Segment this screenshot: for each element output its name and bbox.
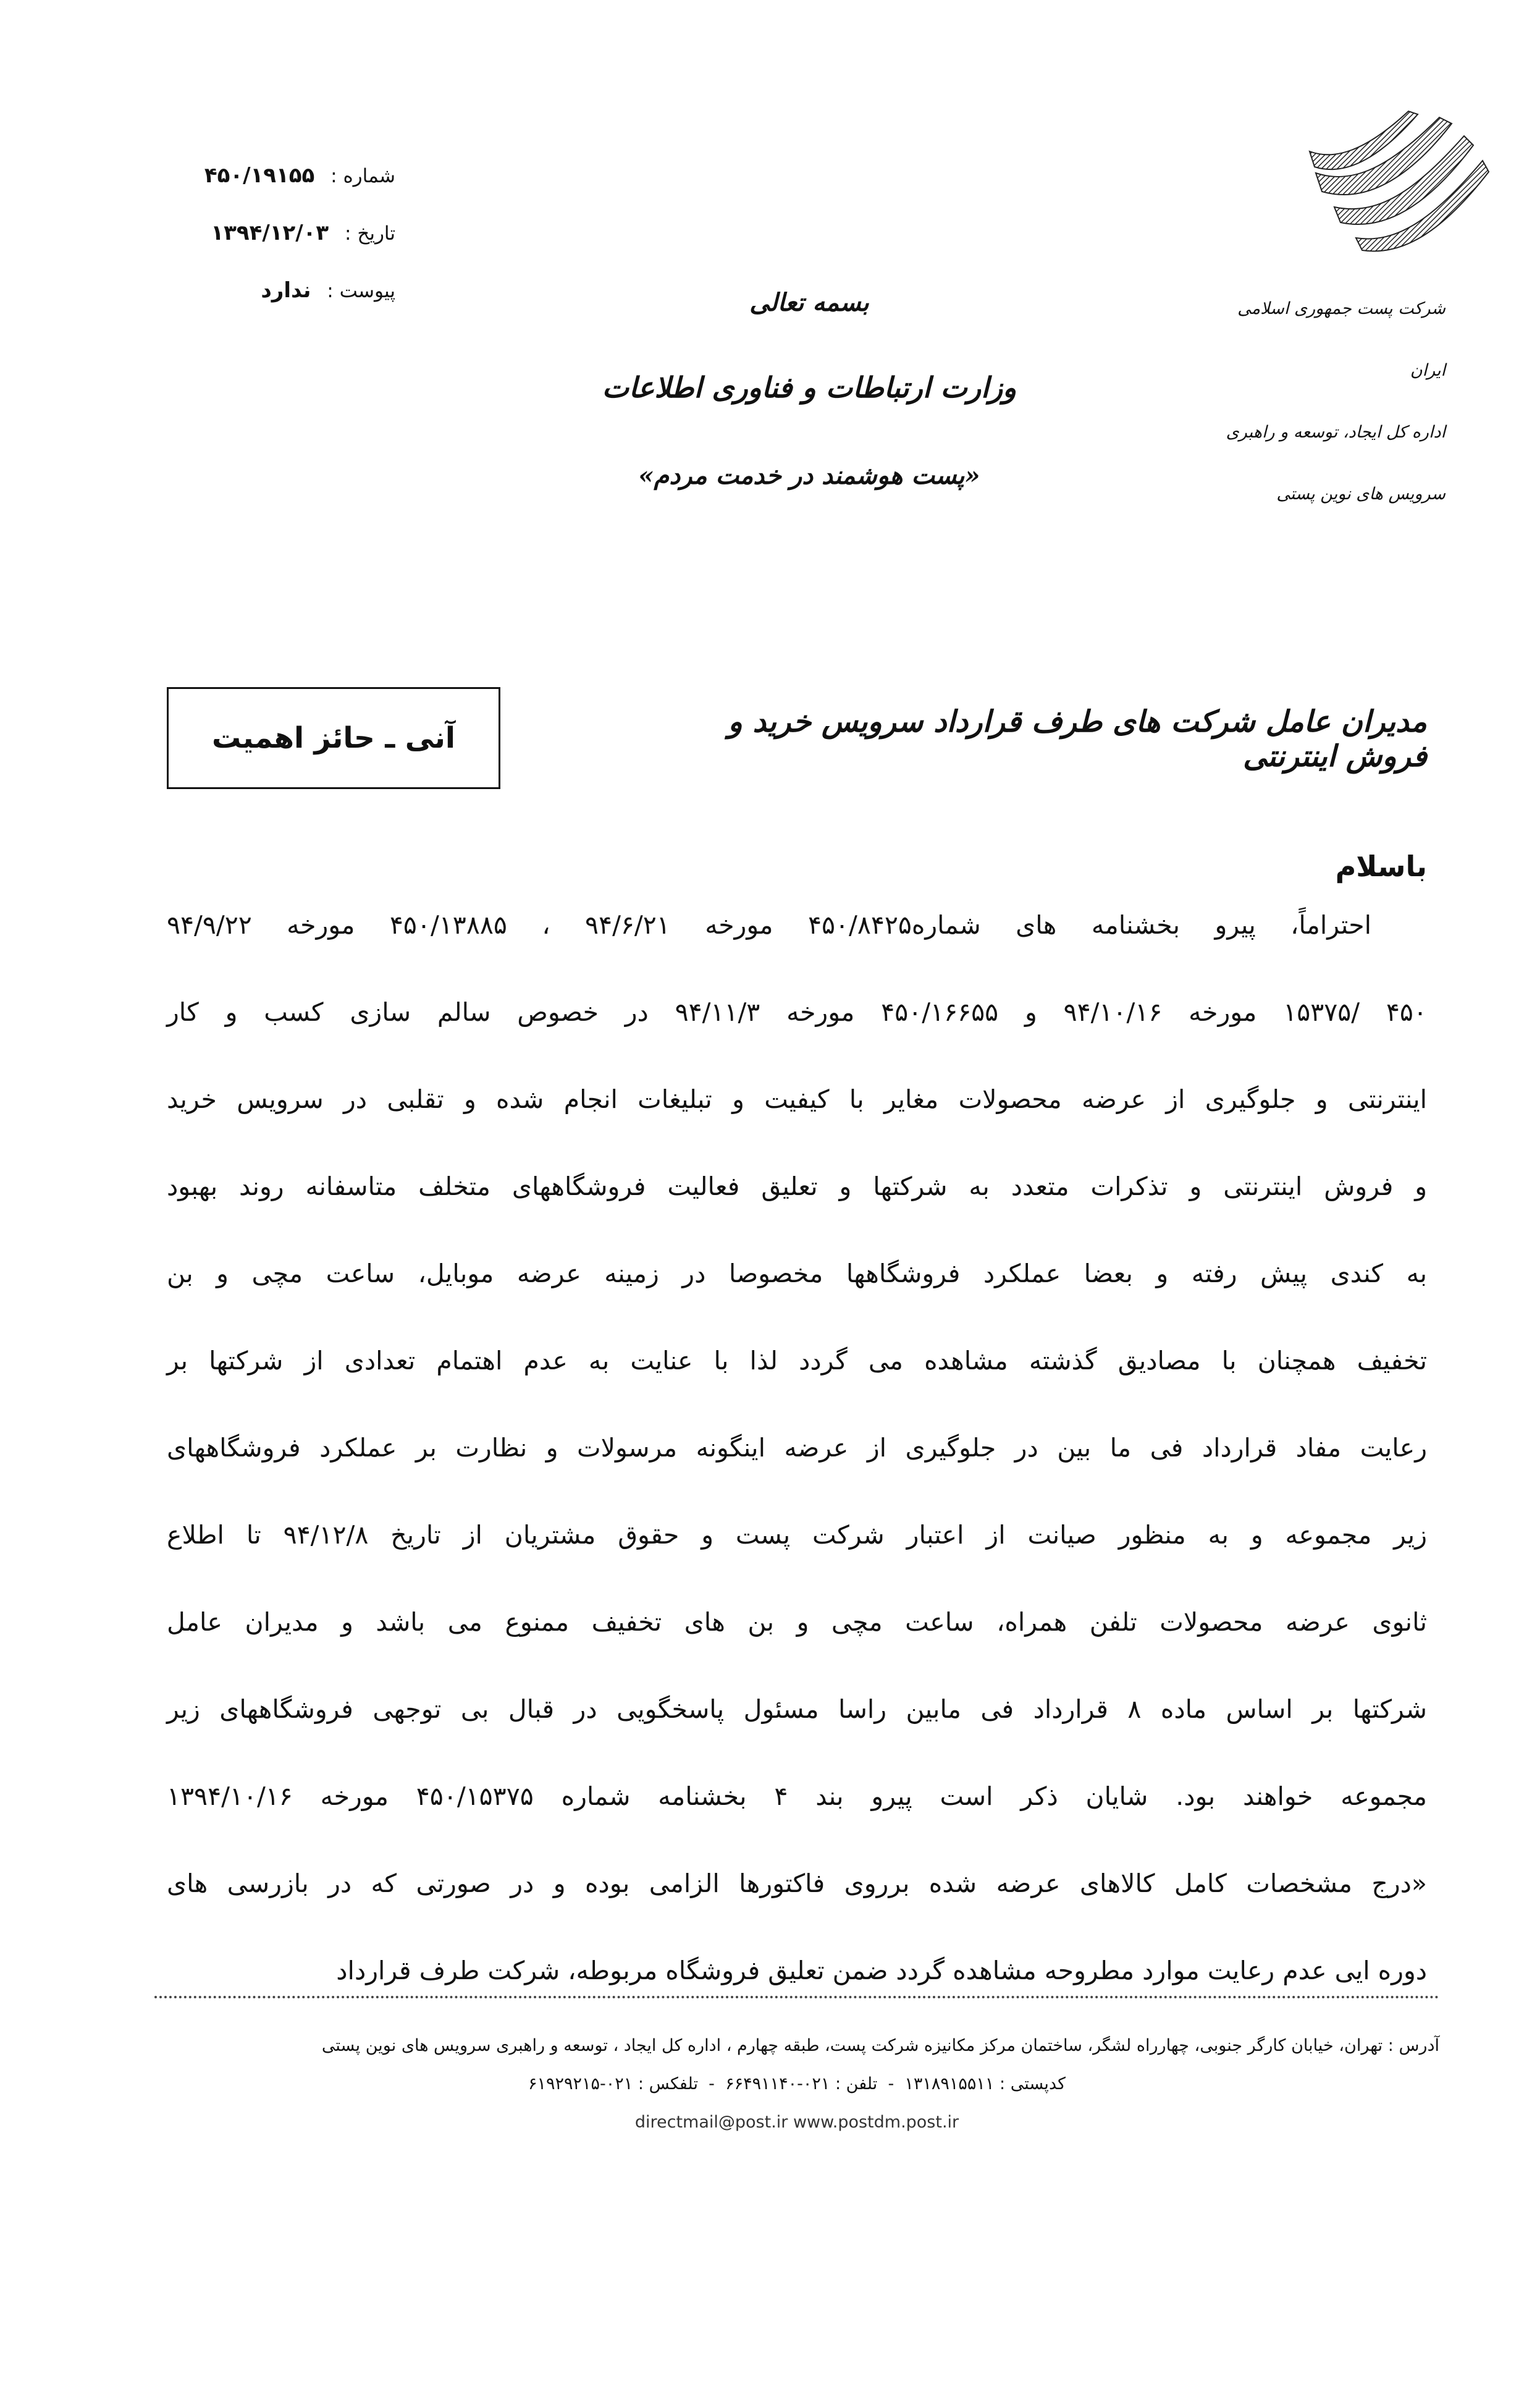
body-line: اینترنتی و جلوگیری از عرضه محصولات مغایر با کیفیت و تبلیغات انجام شده و تقلبی در سرویس خرید	[167, 1084, 1427, 1114]
body-line: «درج مشخصات کامل کالاهای عرضه شده برروی فاکتورها الزامی بوده و در صورتی که در بازرسی های	[167, 1869, 1427, 1898]
letter-number	[136, 147, 395, 205]
bismillah: بسمه تعالی	[749, 288, 869, 317]
fax-label: تلفکس :	[638, 2074, 699, 2093]
org-line-3: سرویس های نوین پستی	[1276, 484, 1446, 504]
body-line: زیر مجموعه و به منظور صیانت از اعتبار شرکت پست و حقوق مشتریان از تاریخ ۹۴/۱۲/۸ تا اطلاع	[167, 1520, 1428, 1550]
postal-code: ۱۳۱۸۹۱۵۵۱۱	[904, 2074, 995, 2093]
body-line: به کندی پیش رفته و بعضا عملکرد فروشگاهها مخصوصا در زمینه عرضه موبایل، ساعت مچی و بن	[167, 1259, 1427, 1288]
post-logo-icon	[1297, 93, 1495, 260]
phone-label: تلفن :	[835, 2074, 878, 2093]
body-line: احتراماً، پیرو بخشنامه های شماره۴۵۰/۸۴۲۵ مورخه ۹۴/۶/۲۱ ، ۴۵۰/۱۳۸۸۵ مورخه ۹۴/۹/۲۲	[167, 910, 1371, 940]
footer-address: آدرس : تهران، خیابان کارگر جنوبی، چهارراه لشگر، ساختمان مرکز مکانیزه شرکت پست، طبقه چهارم ، اداره کل ایجاد ، توسعه و راهبری سرویس های نوین پستی	[321, 2036, 1439, 2055]
org-line-1: شرکت پست جمهوری اسلامی ایران	[1237, 299, 1446, 380]
fax-number: ۰۲۱-۶۱۹۲۹۲۱۵	[528, 2074, 633, 2093]
phone-number: ۰۲۱-۶۶۴۹۱۱۴۰	[725, 2074, 830, 2093]
urgent-box: آنی ـ حائز اهمیت	[167, 687, 500, 789]
body-line: تخفیف همچنان با مصادیق گذشته مشاهده می گردد لذا با عنایت به عدم اهتمام تعدادی از شرکتها بر	[167, 1346, 1427, 1375]
letter-meta	[136, 147, 395, 319]
greeting: باسلام	[1335, 850, 1427, 883]
letter-date-label: تاریخ :	[345, 222, 395, 245]
letter-date	[136, 205, 395, 262]
letter-number-label: شماره :	[330, 165, 395, 187]
letterhead-title	[544, 272, 1075, 510]
letter-body	[167, 903, 1427, 2036]
footer-divider	[154, 1996, 1439, 1998]
organization-name	[1211, 278, 1446, 525]
postal-label: کدپستی :	[1000, 2074, 1066, 2093]
ministry-name: وزارت ارتباطات و فناوری اطلاعات	[602, 371, 1017, 404]
letter-number-value: ۴۵۰/۱۹۱۵۵	[204, 163, 315, 188]
body-line: شرکتها بر اساس ماده ۸ قرارداد فی مابین راسا مسئول پاسخگویی در قبال بی توجهی فروشگاههای زیر	[167, 1694, 1427, 1724]
letter-attachment	[136, 262, 395, 319]
letter-date-value: ۱۳۹۴/۱۲/۰۳	[211, 221, 329, 245]
body-line: مجموعه خواهند بود. شایان ذکر است پیرو بند ۴ بخشنامه شماره ۴۵۰/۱۵۳۷۵ مورخه ۱۳۹۴/۱۰/۱۶	[167, 1781, 1427, 1811]
addressee: مدیران عامل شرکت های طرف قرارداد سرویس خرید و فروش اینترنتی	[728, 704, 1427, 774]
body-line: و فروش اینترنتی و تذکرات متعدد به شرکتها و تعلیق فعالیت فروشگاههای متخلف متاسفانه روند بهبود	[167, 1172, 1427, 1201]
body-line: ثانوی عرضه محصولات تلفن همراه، ساعت مچی و بن های تخفیف ممنوع می باشد و مدیران عامل	[167, 1607, 1427, 1637]
letter-attachment-value: ندارد	[261, 278, 311, 303]
footer	[154, 2027, 1439, 2132]
body-line: ۴۵۰ /۱۵۳۷۵ مورخه ۹۴/۱۰/۱۶ و ۴۵۰/۱۶۶۵۵ مورخه ۹۴/۱۱/۳ در خصوص سالم سازی کسب و کار	[167, 997, 1427, 1027]
footer-contacts: کدپستی : ۱۳۱۸۹۱۵۵۱۱ - تلفن : ۰۲۱-۶۶۴۹۱۱۴۰ - تلفکس : ۰۲۱-۶۱۹۲۹۲۱۵	[528, 2074, 1066, 2093]
org-line-2: اداره کل ایجاد، توسعه و راهبری	[1226, 423, 1446, 442]
body-line: دوره ایی عدم رعایت موارد مطروحه مشاهده گردد ضمن تعلیق فروشگاه مربوطه، شرکت طرف قرارداد	[336, 1956, 1427, 1985]
slogan: «پست هوشمند در خدمت مردم»	[638, 461, 980, 490]
letter-attachment-label: پیوست :	[327, 280, 395, 302]
footer-cut-line: directmail@post.ir www.postdm.post.ir	[634, 2113, 959, 2132]
body-line: رعایت مفاد قرارداد فی ما بین در جلوگیری از عرضه اینگونه مرسولات و نظارت بر عملکرد فروشگاههای	[167, 1433, 1427, 1463]
